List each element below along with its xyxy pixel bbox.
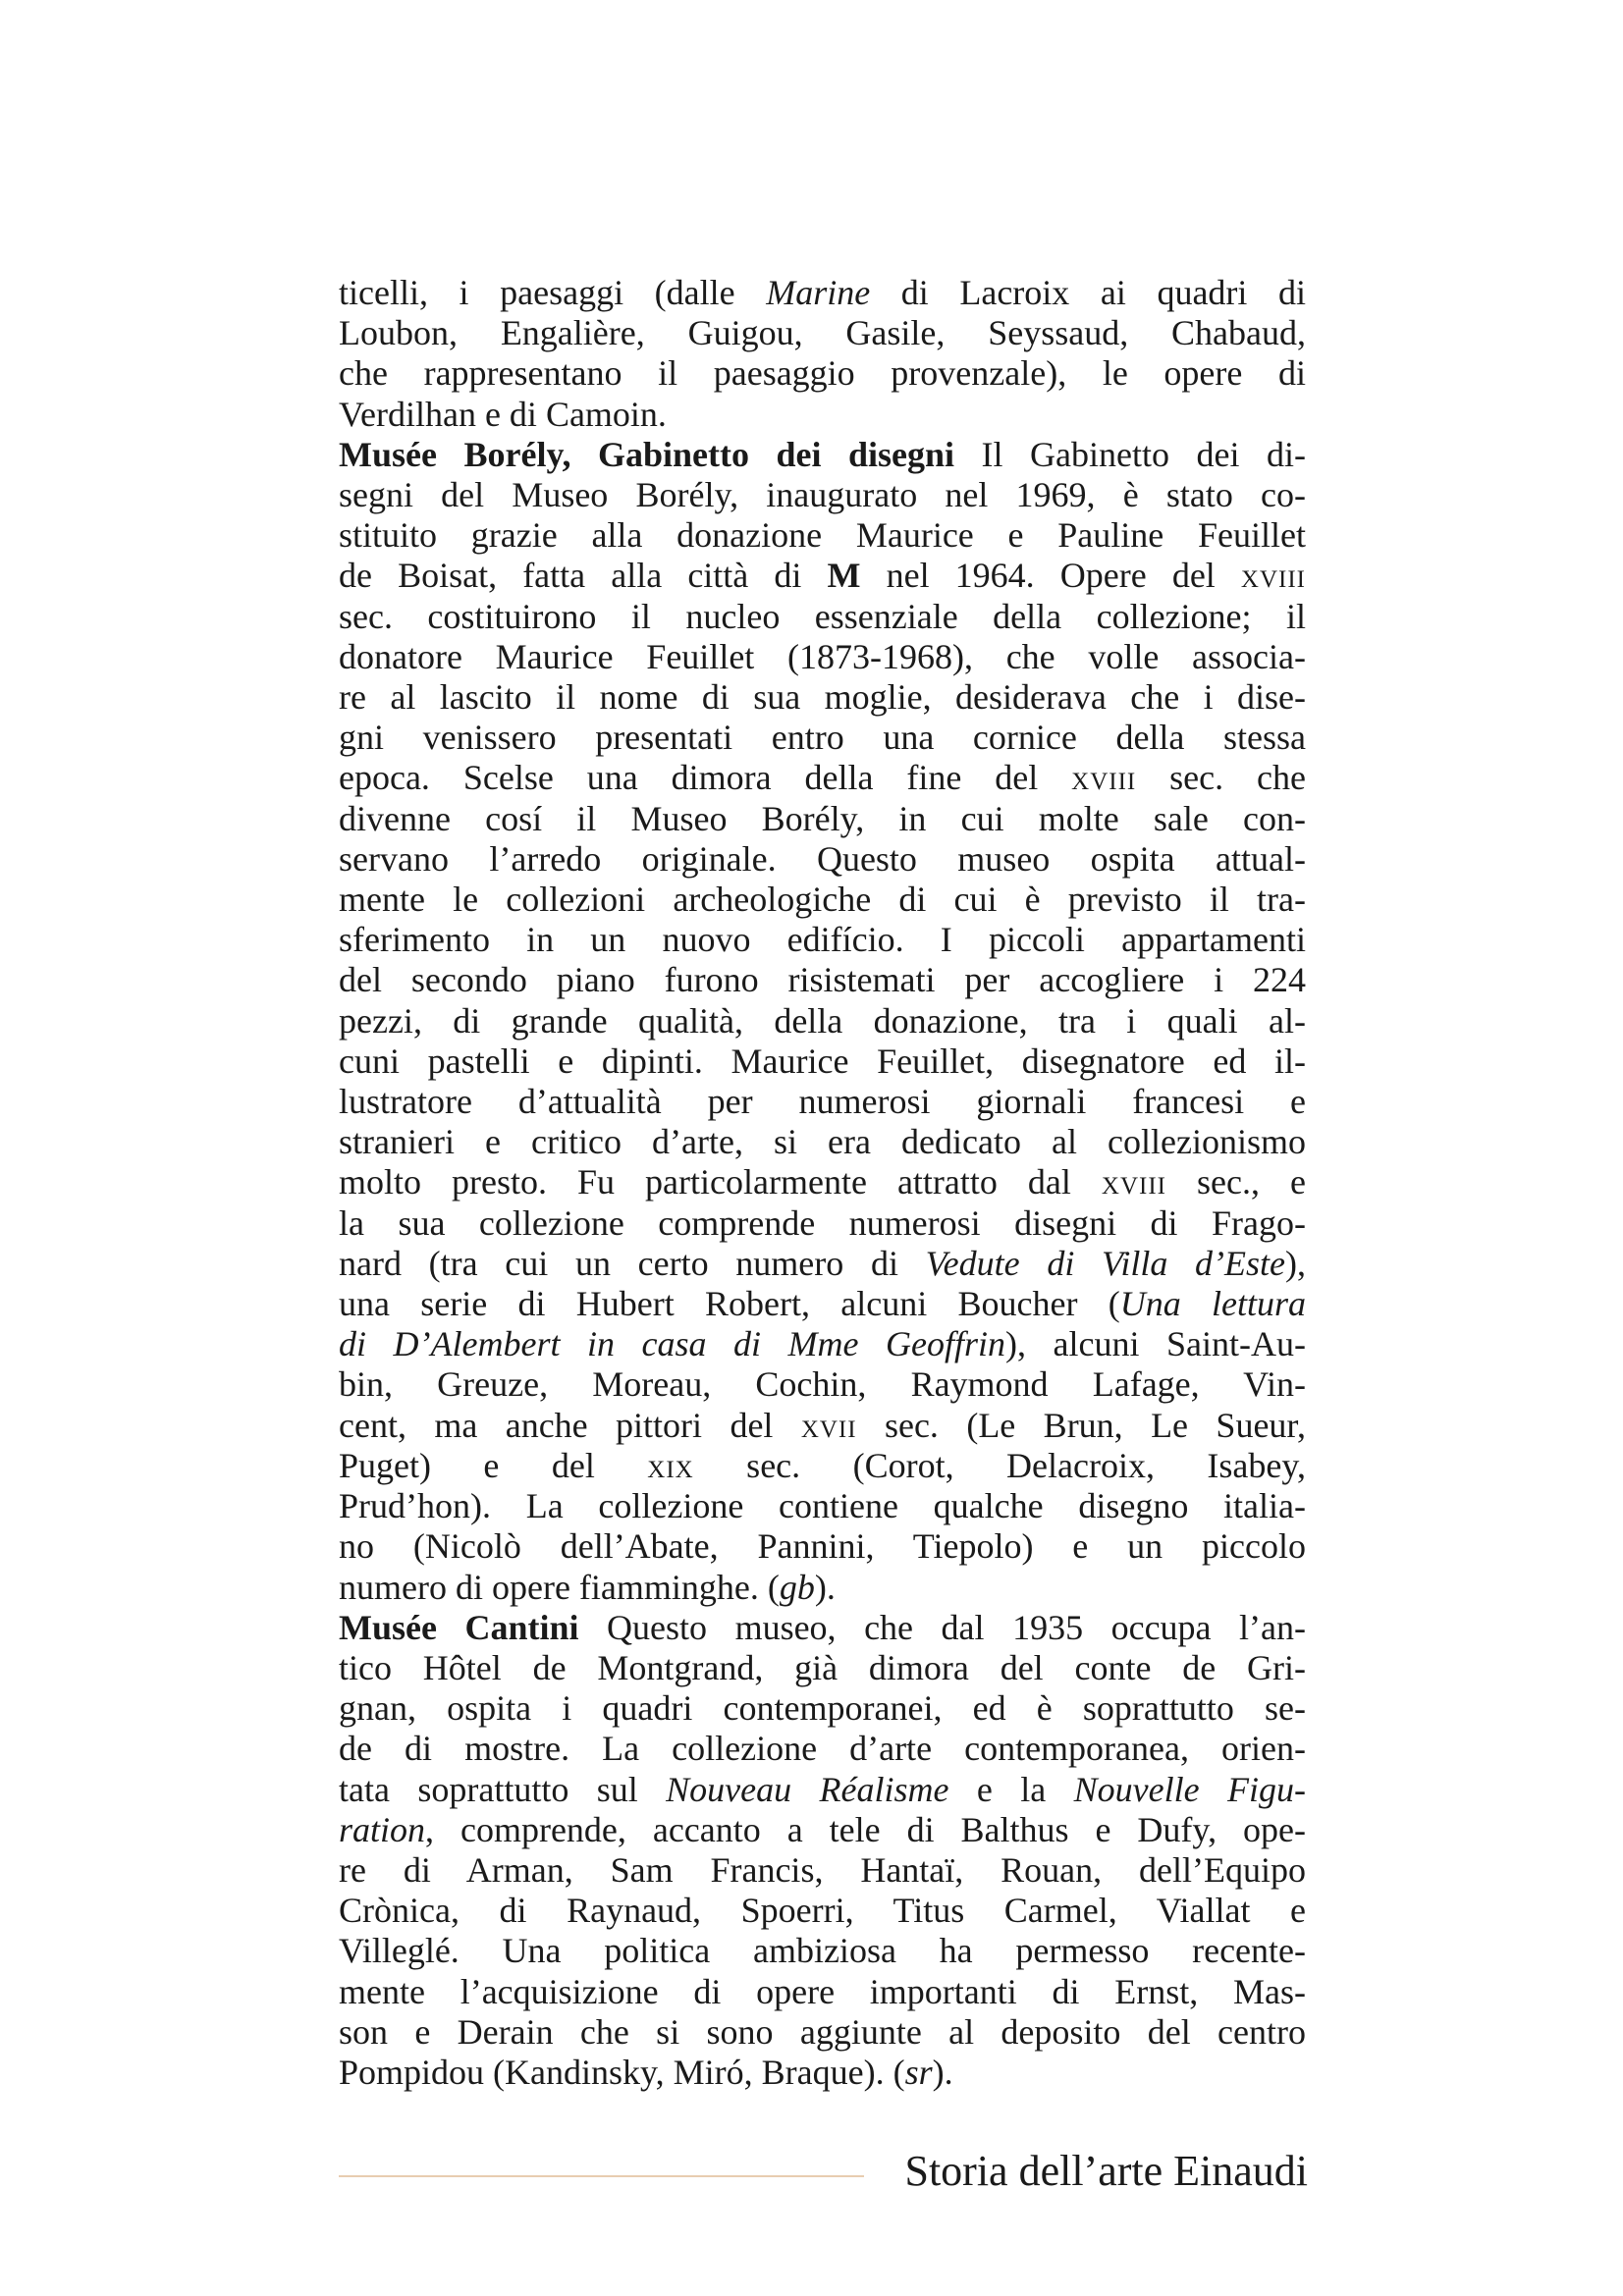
text-line: Puget) e del xix sec. (Corot, Delacroix, Isabey, [339, 1445, 1307, 1485]
text-line: sec. costituirono il nucleo essenziale della collezione; il [339, 596, 1306, 636]
text-line: Musée Borély, Gabinetto dei disegni Il Gabinetto dei di- [339, 434, 1306, 474]
text-line: ticelli, i paesaggi (dalle Marine di Lacroix ai quadri di [339, 273, 1306, 312]
text-line: gni venissero presentati entro una cornice della stessa [339, 718, 1306, 758]
text-line: no (Nicolò dell’Abate, Pannini, Tiepolo) e un piccolo [339, 1526, 1306, 1567]
text-line: segni del Museo Borély, inaugurato nel 1969, è stato co- [339, 475, 1306, 515]
text-line: re di Arman, Sam Francis, Hantaï, Rouan, dell’Equipo [339, 1849, 1306, 1890]
text-line: Villeglé. Una politica ambiziosa ha permesso recente- [339, 1931, 1306, 1971]
text-line: mente l’acquisizione di opere importanti di Ernst, Mas- [339, 1971, 1306, 2011]
text-line: re al lascito il nome di sua moglie, desiderava che i dise- [339, 677, 1306, 718]
text-line: la sua collezione comprende numerosi disegni di Frago- [339, 1202, 1306, 1243]
text-line: gnan, ospita i quadri contemporanei, ed è soprattutto se- [339, 1688, 1306, 1729]
text-line: bin, Greuze, Moreau, Cochin, Raymond Lafage, Vin- [339, 1364, 1306, 1405]
text-line: tata soprattutto sul Nouveau Réalisme e la Nouvelle Figu- [339, 1769, 1306, 1809]
text-line: sferimento in un nuovo edifício. I piccoli appartamenti [339, 920, 1306, 960]
text-line: stranieri e critico d’arte, si era dedicato al collezionismo [339, 1122, 1306, 1162]
footer-title: Storia dell’arte Einaudi [904, 2147, 1308, 2195]
text-line: de Boisat, fatta alla città di M nel 1964. Opere del xviii [339, 556, 1307, 596]
text-line: numero di opere fiamminghe. (gb). [339, 1567, 836, 1607]
text-line: cent, ma anche pittori del xvii sec. (Le Brun, Le Sueur, [339, 1405, 1306, 1445]
text-line: di D’Alembert in casa di Mme Geoffrin), alcuni Saint-Au- [339, 1324, 1306, 1364]
text-line: tico Hôtel de Montgrand, già dimora del conte de Gri- [339, 1647, 1306, 1687]
text-line: nard (tra cui un certo numero di Vedute di Villa d’Este), [339, 1243, 1306, 1283]
text-line: stituito grazie alla donazione Maurice e Pauline Feuillet [339, 515, 1306, 556]
text-line: servano l’arredo originale. Questo museo ospita attual- [339, 838, 1306, 879]
text-line: Prud’hon). La collezione contiene qualche disegno italia- [339, 1486, 1306, 1526]
text-line: del secondo piano furono risistemati per accogliere i 224 [339, 960, 1306, 1000]
text-line: Pompidou (Kandinsky, Miró, Braque). (sr). [339, 2052, 953, 2092]
text-line: donatore Maurice Feuillet (1873-1968), che volle associa- [339, 636, 1306, 676]
text-line: una serie di Hubert Robert, alcuni Boucher (Una lettura [339, 1284, 1306, 1324]
text-line: molto presto. Fu particolarmente attratto dal xviii sec., e [339, 1162, 1306, 1202]
text-line: epoca. Scelse una dimora della fine del xviii sec. che [339, 758, 1306, 798]
body-text [339, 273, 1306, 2093]
text-line: de di mostre. La collezione d’arte contemporanea, orien- [339, 1729, 1306, 1769]
text-line: che rappresentano il paesaggio provenzale), le opere di [339, 353, 1306, 394]
text-line: lustratore d’attualità per numerosi giornali francesi e [339, 1082, 1306, 1122]
text-line: ration, comprende, accanto a tele di Balthus e Dufy, ope- [339, 1809, 1306, 1849]
text-line: Crònica, di Raynaud, Spoerri, Titus Carmel, Viallat e [339, 1891, 1306, 1931]
text-line: pezzi, di grande qualità, della donazione, tra i quali al- [339, 1000, 1306, 1041]
text-line: Verdilhan e di Camoin. [339, 394, 667, 434]
text-line: mente le collezioni archeologiche di cui è previsto il tra- [339, 880, 1306, 920]
footer-rule [339, 2175, 864, 2177]
text-line: Loubon, Engalière, Guigou, Gasile, Seyssaud, Chabaud, [339, 313, 1306, 353]
text-line: cuni pastelli e dipinti. Maurice Feuillet, disegnatore ed il- [339, 1041, 1306, 1081]
text-line: divenne cosí il Museo Borély, in cui molte sale con- [339, 798, 1306, 838]
text-line: Musée Cantini Questo museo, che dal 1935 occupa l’an- [339, 1607, 1307, 1647]
text-line: son e Derain che si sono aggiunte al deposito del centro [339, 2011, 1306, 2052]
